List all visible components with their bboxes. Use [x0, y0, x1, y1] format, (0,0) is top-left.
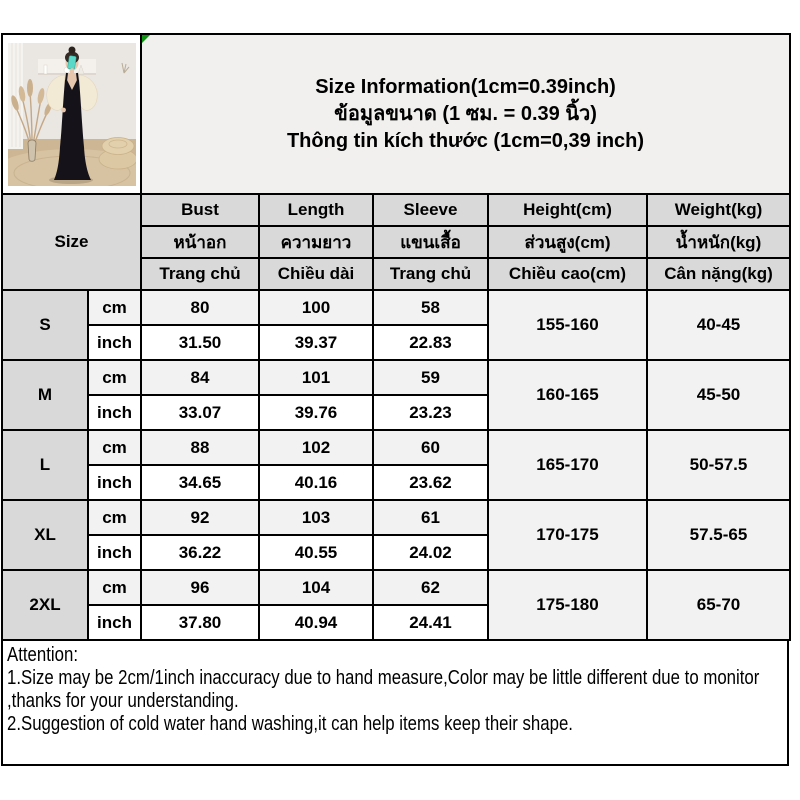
column-header-weight-th: น้ำหนัก(kg) [647, 226, 790, 258]
length-inch-s: 39.37 [259, 325, 373, 360]
length-inch-m: 39.76 [259, 395, 373, 430]
size-label-xl: XL [2, 500, 88, 570]
table-row [2, 290, 790, 325]
size-header: Size [2, 194, 141, 290]
column-header-length-th: ความยาว [259, 226, 373, 258]
bust-cm-xl: 92 [141, 500, 259, 535]
weight-range-s: 40-45 [647, 290, 790, 360]
sleeve-cm-l: 60 [373, 430, 488, 465]
height-range-l: 165-170 [488, 430, 647, 500]
length-cm-s: 100 [259, 290, 373, 325]
length-cm-xl: 103 [259, 500, 373, 535]
attention-note-2: 2.Suggestion of cold water hand washing,it can help items keep their shape. [7, 713, 573, 735]
sleeve-inch-m: 23.23 [373, 395, 488, 430]
column-header-sleeve-en: Sleeve [373, 194, 488, 226]
sleeve-inch-2xl: 24.41 [373, 605, 488, 640]
unit-cell: inch [88, 535, 141, 570]
column-header-length-en: Length [259, 194, 373, 226]
bust-cm-s: 80 [141, 290, 259, 325]
attention-note-1-continued: ,thanks for your understanding. [7, 690, 239, 712]
unit-cell: cm [88, 360, 141, 395]
column-header-weight-vi: Cân nặng(kg) [647, 258, 790, 290]
bust-cm-m: 84 [141, 360, 259, 395]
column-header-bust-th: หน้าอก [141, 226, 259, 258]
table-row [2, 500, 790, 535]
sleeve-inch-s: 22.83 [373, 325, 488, 360]
bust-cm-l: 88 [141, 430, 259, 465]
sleeve-inch-xl: 24.02 [373, 535, 488, 570]
size-label-l: L [2, 430, 88, 500]
product-photo [8, 43, 136, 186]
sleeve-inch-l: 23.62 [373, 465, 488, 500]
table-row [2, 570, 790, 605]
height-range-xl: 170-175 [488, 500, 647, 570]
column-header-height-en: Height(cm) [488, 194, 647, 226]
column-header-sleeve-vi: Trang chủ [373, 258, 488, 290]
attention-notes [1, 639, 789, 766]
title-thai: ข้อมูลขนาด (1 ซม. = 0.39 นิ้ว) [334, 102, 597, 125]
bust-inch-l: 34.65 [141, 465, 259, 500]
column-header-weight-en: Weight(kg) [647, 194, 790, 226]
length-cm-l: 102 [259, 430, 373, 465]
size-table [1, 33, 791, 641]
weight-range-2xl: 65-70 [647, 570, 790, 640]
size-label-m: M [2, 360, 88, 430]
unit-cell: cm [88, 500, 141, 535]
height-range-m: 160-165 [488, 360, 647, 430]
sleeve-cm-s: 58 [373, 290, 488, 325]
column-header-height-th: ส่วนสูง(cm) [488, 226, 647, 258]
length-inch-2xl: 40.94 [259, 605, 373, 640]
weight-range-xl: 57.5-65 [647, 500, 790, 570]
table-row [2, 430, 790, 465]
table-row [2, 360, 790, 395]
attention-note-1: 1.Size may be 2cm/1inch inaccuracy due to hand measure,Color may be little different due to monitor [7, 667, 760, 689]
size-label-2xl: 2XL [2, 570, 88, 640]
product-photo-cell [2, 34, 141, 194]
length-inch-xl: 40.55 [259, 535, 373, 570]
bust-inch-xl: 36.22 [141, 535, 259, 570]
sleeve-cm-xl: 61 [373, 500, 488, 535]
length-cm-2xl: 104 [259, 570, 373, 605]
size-information-title-cell [141, 34, 790, 194]
unit-cell: cm [88, 290, 141, 325]
column-header-height-vi: Chiều cao(cm) [488, 258, 647, 290]
title-vietnamese: Thông tin kích thước (1cm=0,39 inch) [286, 129, 645, 152]
column-header-bust-vi: Trang chủ [141, 258, 259, 290]
unit-cell: inch [88, 395, 141, 430]
attention-heading: Attention: [7, 644, 78, 666]
length-cm-m: 101 [259, 360, 373, 395]
height-range-s: 155-160 [488, 290, 647, 360]
unit-cell: inch [88, 605, 141, 640]
bust-cm-2xl: 96 [141, 570, 259, 605]
weight-range-m: 45-50 [647, 360, 790, 430]
sleeve-cm-m: 59 [373, 360, 488, 395]
weight-range-l: 50-57.5 [647, 430, 790, 500]
length-inch-l: 40.16 [259, 465, 373, 500]
title-english: Size Information(1cm=0.39inch) [315, 75, 616, 98]
product-photo-illustration [8, 43, 136, 186]
bust-inch-s: 31.50 [141, 325, 259, 360]
cell-corner-flag-icon [142, 35, 150, 43]
column-header-sleeve-th: แขนเสื้อ [373, 226, 488, 258]
bust-inch-m: 33.07 [141, 395, 259, 430]
size-label-s: S [2, 290, 88, 360]
unit-cell: cm [88, 430, 141, 465]
sleeve-cm-2xl: 62 [373, 570, 488, 605]
unit-cell: inch [88, 325, 141, 360]
height-range-2xl: 175-180 [488, 570, 647, 640]
bust-inch-2xl: 37.80 [141, 605, 259, 640]
unit-cell: inch [88, 465, 141, 500]
unit-cell: cm [88, 570, 141, 605]
column-header-length-vi: Chiều dài [259, 258, 373, 290]
column-header-bust-en: Bust [141, 194, 259, 226]
